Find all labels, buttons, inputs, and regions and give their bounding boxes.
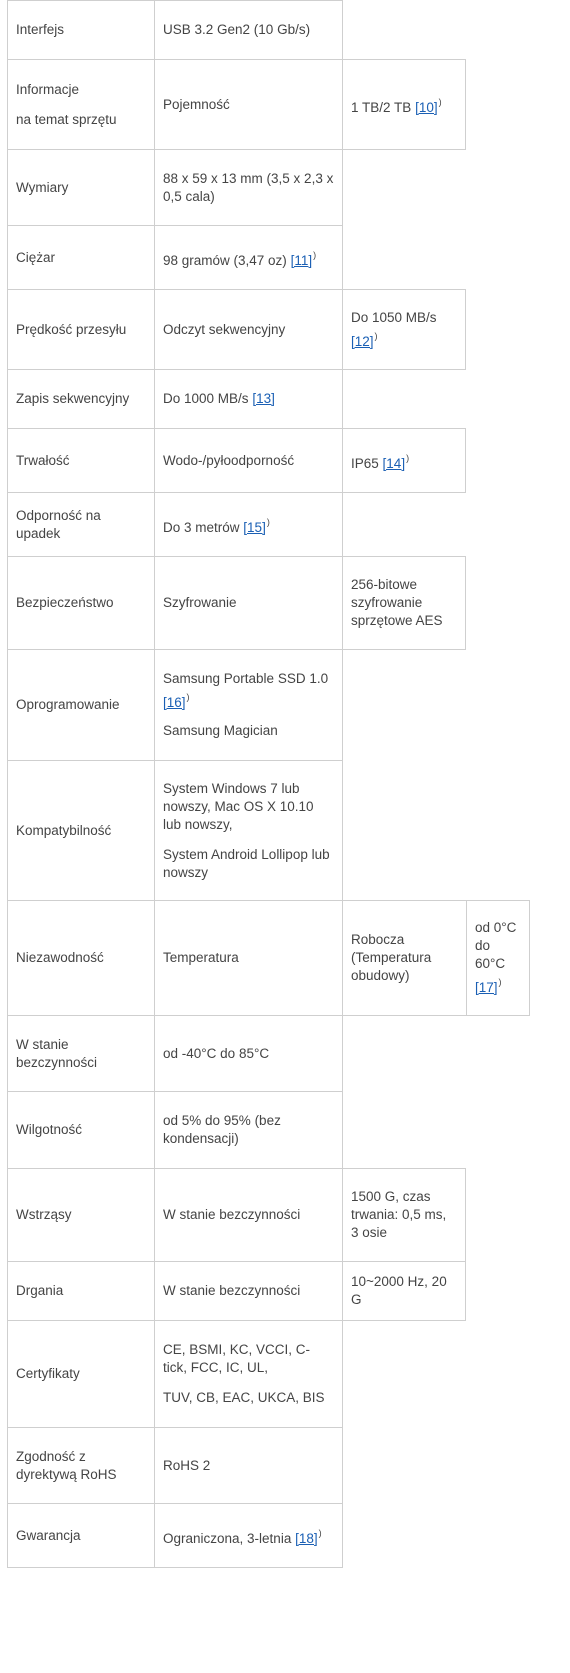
- spec-label-dimensions: Wymiary: [7, 149, 155, 226]
- spec-value-operating-temp: od 0°C do 60°C [17]): [466, 900, 530, 1016]
- footnote-ref-17[interactable]: [17]: [475, 980, 498, 995]
- spec-label-vibration: Drgania: [7, 1261, 155, 1321]
- spec-value-shock: 1500 G, czas trwania: 0,5 ms, 3 osie: [342, 1168, 466, 1262]
- spec-label-durability: Trwałość: [7, 428, 155, 493]
- spec-value-certifications: CE, BSMI, KC, VCCI, C-tick, FCC, IC, UL, TUV, CB, EAC, UKCA, BIS: [154, 1320, 343, 1428]
- spec-value-interface: USB 3.2 Gen2 (10 Gb/s): [154, 0, 343, 60]
- spec-value-encryption-label: Szyfrowanie: [154, 556, 343, 650]
- spec-value-ip-rating: IP65 [14]): [342, 428, 466, 493]
- spec-value-seq-read: Do 1050 MB/s [12]): [342, 289, 466, 370]
- spec-value-capacity: 1 TB/2 TB [10]): [342, 59, 466, 150]
- footnote-ref-18[interactable]: [18]: [295, 1530, 318, 1546]
- footnote-ref-14[interactable]: [14]: [382, 455, 406, 471]
- spec-value-humidity: od 5% do 95% (bez kondensacji): [154, 1091, 343, 1169]
- spec-label-transfer-speed: Prędkość przesyłu: [7, 289, 155, 370]
- spec-value-vibration: 10~2000 Hz, 20 G: [342, 1261, 466, 1321]
- spec-label-compatibility: Kompatybilność: [7, 760, 155, 901]
- spec-value-warranty: Ograniczona, 3-letnia [18]): [154, 1503, 343, 1568]
- footnote-ref-15[interactable]: [15]: [243, 519, 266, 535]
- spec-label-drop-resistance: Odporność na upadek: [7, 492, 155, 557]
- spec-value-shock-label: W stanie bezczynności: [154, 1168, 343, 1262]
- spec-value-seq-read-label: Odczyt sekwencyjny: [154, 289, 343, 370]
- footnote-ref-12[interactable]: [12]: [351, 333, 374, 349]
- footnote-ref-10[interactable]: [10]: [415, 99, 438, 115]
- spec-label-seq-write: Zapis sekwencyjny: [7, 369, 155, 429]
- spec-value-software: Samsung Portable SSD 1.0 [16]) Samsung Magician: [154, 649, 343, 761]
- spec-label-certifications: Certyfikaty: [7, 1320, 155, 1428]
- spec-value-capacity-label: Pojemność: [154, 59, 343, 150]
- spec-value-drop-resistance: Do 3 metrów [15]): [154, 492, 343, 557]
- footnote-ref-11[interactable]: [11]: [290, 252, 313, 268]
- spec-value-seq-write: Do 1000 MB/s [13]: [154, 369, 343, 429]
- spec-label-reliability: Niezawodność: [7, 900, 155, 1016]
- spec-label-software: Oprogramowanie: [7, 649, 155, 761]
- spec-value-weight: 98 gramów (3,47 oz) [11]): [154, 225, 343, 290]
- spec-value-water-dust-label: Wodo-/pyłoodporność: [154, 428, 343, 493]
- spec-value-idle-temp: od -40°C do 85°C: [154, 1015, 343, 1092]
- spec-label-shock: Wstrząsy: [7, 1168, 155, 1262]
- spec-value-temperature-label: Temperatura: [154, 900, 343, 1016]
- footnote-ref-13[interactable]: [13]: [252, 391, 275, 406]
- spec-value-encryption: 256-bitowe szyfrowanie sprzętowe AES: [342, 556, 466, 650]
- spec-value-vibration-label: W stanie bezczynności: [154, 1261, 343, 1321]
- spec-label-hardware-info: Informacje na temat sprzętu: [7, 59, 155, 150]
- spec-label-weight: Ciężar: [7, 225, 155, 290]
- spec-label-rohs: Zgodność z dyrektywą RoHS: [7, 1427, 155, 1504]
- spec-value-operating-label: Robocza (Temperatura obudowy): [342, 900, 467, 1016]
- spec-label-humidity: Wilgotność: [7, 1091, 155, 1169]
- spec-label-security: Bezpieczeństwo: [7, 556, 155, 650]
- spec-label-interface: Interfejs: [7, 0, 155, 60]
- spec-value-dimensions: 88 x 59 x 13 mm (3,5 x 2,3 x 0,5 cala): [154, 149, 343, 226]
- spec-value-rohs: RoHS 2: [154, 1427, 343, 1504]
- footnote-ref-16[interactable]: [16]: [163, 695, 186, 710]
- spec-label-warranty: Gwarancja: [7, 1503, 155, 1568]
- spec-label-idle: W stanie bezczynności: [7, 1015, 155, 1092]
- spec-value-compatibility: System Windows 7 lub nowszy, Mac OS X 10.10 lub nowszy, System Android Lollipop lub nowszy: [154, 760, 343, 901]
